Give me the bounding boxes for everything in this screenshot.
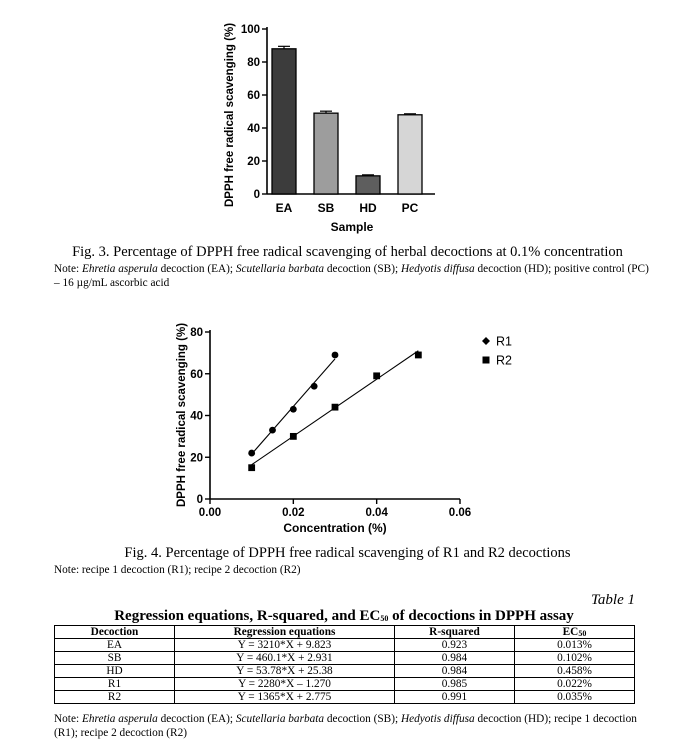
cell-equation: Y = 3210*X + 9.823 xyxy=(175,639,395,652)
fig4-point-r2 xyxy=(373,372,380,379)
cell-decoction: R2 xyxy=(55,691,175,704)
cell-equation: Y = 2280*X – 1.270 xyxy=(175,678,395,691)
cell-ec50: 0.458% xyxy=(515,665,635,678)
header-r-squared: R-squared xyxy=(395,626,515,639)
table-row xyxy=(55,691,635,704)
cell-r-squared: 0.984 xyxy=(395,652,515,665)
fig4-y-tick-label: 0 xyxy=(196,494,203,506)
note-text: decoction (EA); xyxy=(157,713,236,725)
fig3-bar-hd xyxy=(356,176,380,194)
fig4-legend-label-r1: R1 xyxy=(496,334,512,349)
note-text: decoction (SB); xyxy=(324,713,401,725)
table-header-row xyxy=(55,626,635,639)
fig3-y-tick-label: 0 xyxy=(253,189,260,201)
table1-note xyxy=(54,712,654,740)
note-text: decoction (HD); positive control (PC) – 16 µg/mL ascorbic acid xyxy=(54,263,649,289)
fig3-y-tick-label: 100 xyxy=(240,24,260,36)
cell-decoction: SB xyxy=(55,652,175,665)
title-text: Regression equations, R-squared, and EC xyxy=(114,608,381,624)
cell-decoction: HD xyxy=(55,665,175,678)
fig3-y-tick-label: 80 xyxy=(247,57,260,69)
cell-r-squared: 0.985 xyxy=(395,678,515,691)
fig3-bar-sb xyxy=(314,113,338,194)
species-name: Ehretia asperula xyxy=(81,713,158,725)
cell-equation: Y = 1365*X + 2.775 xyxy=(175,691,395,704)
title-text: of decoctions in DPPH assay xyxy=(388,608,574,624)
fig4-point-r2 xyxy=(290,433,297,440)
title-subscript: 50 xyxy=(380,614,389,623)
fig4-y-tick-label: 20 xyxy=(190,452,203,465)
table-row xyxy=(55,652,635,665)
fig4-point-r1 xyxy=(290,406,297,413)
fig4-x-axis-label: Concentration (%) xyxy=(283,521,387,535)
fig3-x-axis-label: Sample xyxy=(330,220,374,234)
cell-r-squared: 0.923 xyxy=(395,639,515,652)
cell-ec50: 0.013% xyxy=(515,639,635,652)
cell-decoction: R1 xyxy=(55,678,175,691)
fig4-legend-label-r2: R2 xyxy=(496,353,512,368)
fig4-y-tick-label: 80 xyxy=(190,327,203,339)
table1-label: Table 1 xyxy=(590,592,635,608)
fig4-x-tick-label: 0.02 xyxy=(282,507,305,519)
fig3-x-tick-label: HD xyxy=(359,201,377,215)
fig3-x-tick-label: SB xyxy=(317,201,335,215)
fig4-y-axis-label: DPPH free radical scavenging (%) xyxy=(176,322,188,508)
header-ec50 xyxy=(515,626,635,639)
cell-r-squared: 0.984 xyxy=(395,665,515,678)
fig3-bar-ea xyxy=(272,49,296,194)
cell-ec50: 0.035% xyxy=(515,691,635,704)
fig4-x-tick-label: 0.06 xyxy=(448,507,472,519)
fig3-y-tick-label: 40 xyxy=(247,123,260,135)
header-subscript: 50 xyxy=(578,629,587,638)
header-regression: Regression equations xyxy=(175,626,395,639)
fig3-y-tick-label: 60 xyxy=(247,90,260,102)
fig4-point-r2 xyxy=(248,464,255,471)
fig4-x-tick-label: 0.04 xyxy=(365,507,388,519)
cell-equation: Y = 53.78*X + 25.38 xyxy=(175,665,395,678)
cell-ec50: 0.022% xyxy=(515,678,635,691)
fig4-legend-marker-r2 xyxy=(483,357,490,364)
table-row xyxy=(55,639,635,652)
fig3-x-tick-label: EA xyxy=(275,201,293,215)
note-text: decoction (EA); xyxy=(157,263,236,275)
regression-table xyxy=(54,625,635,704)
species-name: Hedyotis diffusa xyxy=(400,713,475,725)
species-name: Ehretia asperula xyxy=(81,263,158,275)
cell-equation: Y = 460.1*X + 2.931 xyxy=(175,652,395,665)
fig3-caption: Fig. 3. Percentage of DPPH free radical scavenging of herbal decoctions at 0.1% concentration xyxy=(72,244,623,260)
fig3-x-tick-label: PC xyxy=(401,201,419,215)
header-decoction: Decoction xyxy=(55,626,175,639)
fig3-bar-pc xyxy=(398,115,422,194)
cell-decoction: EA xyxy=(55,639,175,652)
note-text: Note: xyxy=(54,263,82,275)
note-text: decoction (SB); xyxy=(324,263,401,275)
fig4-caption: Fig. 4. Percentage of DPPH free radical scavenging of R1 and R2 decoctions xyxy=(124,545,571,561)
fig4-point-r2 xyxy=(415,352,422,359)
fig3-y-axis-label: DPPH free radical scavenging (%) xyxy=(224,22,236,208)
note-text: Note: xyxy=(54,713,82,725)
fig4-note: Note: recipe 1 decoction (R1); recipe 2 decoction (R2) xyxy=(54,564,301,576)
note-text: decoction (HD); recipe 1 decoction (R1); recipe 2 decoction (R2) xyxy=(54,713,637,739)
fig4-point-r1 xyxy=(248,450,255,457)
fig3-bar-chart xyxy=(215,5,455,240)
fig3-y-tick-label: 20 xyxy=(247,156,260,168)
fig4-scatter-chart xyxy=(170,310,530,540)
fig4-point-r1 xyxy=(311,383,318,390)
fig4-point-r2 xyxy=(332,404,339,411)
fig4-x-tick-label: 0.00 xyxy=(198,507,222,519)
fig4-legend-marker-r1 xyxy=(482,337,490,345)
header-text: EC xyxy=(562,626,579,638)
species-name: Scutellaria barbata xyxy=(235,713,325,725)
fig4-point-r1 xyxy=(332,352,339,359)
table-row xyxy=(55,665,635,678)
fig4-y-tick-label: 60 xyxy=(190,368,203,381)
cell-ec50: 0.102% xyxy=(515,652,635,665)
fig3-note xyxy=(54,262,654,290)
fig4-y-tick-label: 40 xyxy=(190,410,203,423)
table-row xyxy=(55,678,635,691)
fig4-point-r1 xyxy=(269,427,276,434)
species-name: Scutellaria barbata xyxy=(235,263,325,275)
table1-title xyxy=(54,608,634,625)
species-name: Hedyotis diffusa xyxy=(400,263,475,275)
cell-r-squared: 0.991 xyxy=(395,691,515,704)
